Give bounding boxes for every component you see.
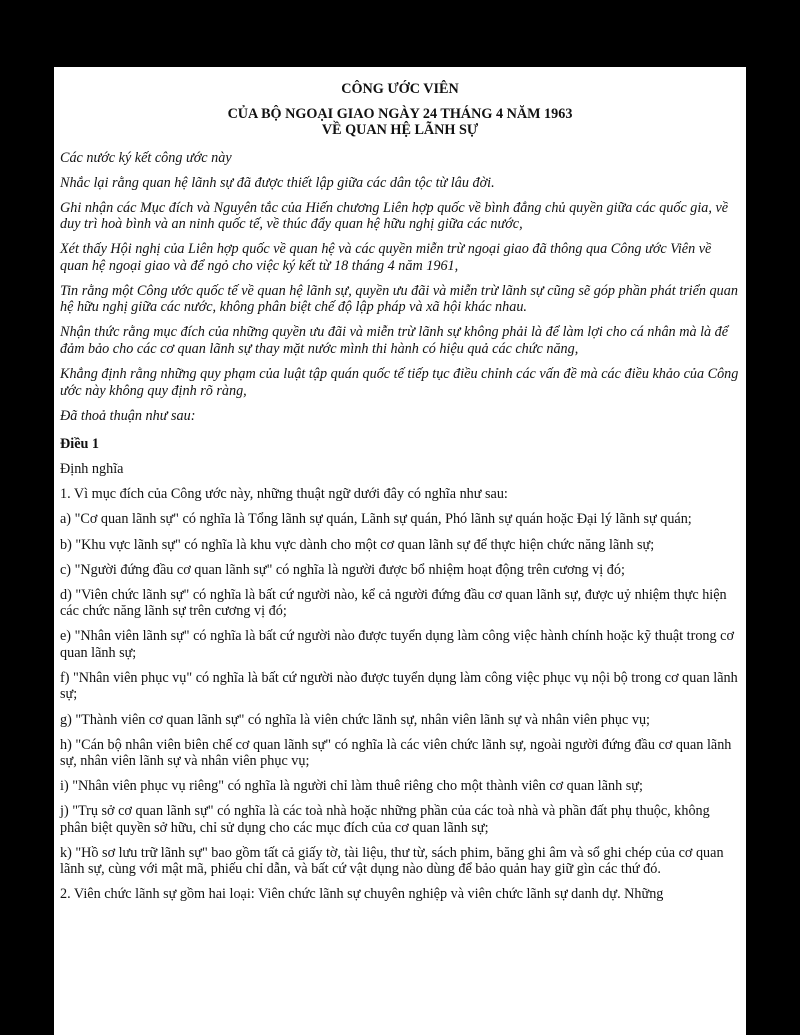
preamble-paragraph: Các nước ký kết công ước này (60, 149, 232, 166)
document-title-line-1: CÔNG ƯỚC VIÊN (341, 81, 459, 97)
clause-paragraph: c) "Người đứng đầu cơ quan lãnh sự" có nghĩa là người được bổ nhiệm hoạt động trên cương vị đó; (60, 561, 625, 578)
document-title-line-3: VỀ QUAN HỆ LÃNH SỰ (321, 122, 479, 138)
document-content (54, 67, 746, 903)
clause-paragraph: b) "Khu vực lãnh sự" có nghĩa là khu vực dành cho một cơ quan lãnh sự để thực hiện chức năng lãnh sự; (60, 536, 655, 553)
clause-paragraph: f) "Nhân viên phục vụ" có nghĩa là bất cứ người nào được tuyển dụng làm công việc phục vụ nội bộ trong cơ quan lãnh sự; (60, 669, 738, 703)
clause-paragraph: h) "Cán bộ nhân viên biên chế cơ quan lãnh sự" có nghĩa là các viên chức lãnh sự, ngoài người đứng đầu cơ quan lãnh sự, nhân viên lãnh sự và nhân viên phục vụ; (60, 736, 732, 770)
clause-paragraph: k) "Hồ sơ lưu trữ lãnh sự" bao gồm tất cả giấy tờ, tài liệu, thư từ, sách phim, băng ghi âm và sổ ghi chép của cơ quan lãnh sự, cùng với mật mã, phiếu chỉ dẫn, và bất cứ vật dụng nào dùng để bảo quản hay giữ gìn các thứ đó. (60, 844, 724, 878)
preamble-paragraph: Nhắc lại rằng quan hệ lãnh sự đã được thiết lập giữa các dân tộc từ lâu đời. (60, 174, 495, 191)
clause-paragraph: i) "Nhân viên phục vụ riêng" có nghĩa là người chỉ làm thuê riêng cho một thành viên cơ quan lãnh sự; (60, 778, 643, 795)
preamble-paragraph: Tin rằng một Công ước quốc tế về quan hệ lãnh sự, quyền ưu đãi và miễn trừ lãnh sự cũng sẽ góp phần phát triển quan hệ hữu nghị giữa các nước, không phân biệt chế độ lập pháp và xã hội khác nhau. (60, 282, 738, 316)
preamble-paragraph: Đã thoả thuận như sau: (60, 407, 196, 424)
preamble-paragraph: Xét thấy Hội nghị của Liên hợp quốc về quan hệ và các quyền miễn trừ ngoại giao đã thông qua Công ước Viên về quan hệ ngoại giao và để ngỏ cho việc ký kết từ 18 tháng 4 năm 1961, (60, 241, 712, 274)
clause-paragraph: j) "Trụ sở cơ quan lãnh sự" có nghĩa là các toà nhà hoặc những phần của các toà nhà và phần đất phụ thuộc, không phân biệt quyền sở hữu, chỉ sử dụng cho các mục đích của cơ quan lãnh sự; (60, 803, 710, 836)
article-title: Định nghĩa (60, 461, 124, 478)
clause-paragraph: e) "Nhân viên lãnh sự" có nghĩa là bất cứ người nào được tuyển dụng làm công việc hành chính hoặc kỹ thuật trong cơ quan lãnh sự; (60, 628, 734, 661)
article-heading: Điều 1 (60, 436, 100, 453)
clause-paragraph: a) "Cơ quan lãnh sự" có nghĩa là Tổng lãnh sự quán, Lãnh sự quán, Phó lãnh sự quán hoặc Đại lý lãnh sự quán; (60, 511, 692, 528)
clause-paragraph: g) "Thành viên cơ quan lãnh sự" có nghĩa là viên chức lãnh sự, nhân viên lãnh sự và nhân viên phục vụ; (60, 711, 651, 728)
preamble-paragraph: Ghi nhận các Mục đích và Nguyên tắc của Hiến chương Liên hợp quốc về bình đẳng chủ quyền giữa các quốc gia, về duy trì hoà bình và an ninh quốc tế, về thúc đẩy quan hệ hữu nghị giữa các nước, (60, 199, 729, 233)
clause-paragraph: 1. Vì mục đích của Công ước này, những thuật ngữ dưới đây có nghĩa như sau: (60, 486, 508, 503)
clause-paragraph: d) "Viên chức lãnh sự" có nghĩa là bất cứ người nào, kể cả người đứng đầu cơ quan lãnh sự, được uỷ nhiệm thực hiện các chức năng lãnh sự trên cương vị đó; (60, 586, 727, 620)
preamble-paragraph: Nhận thức rằng mục đích của những quyền ưu đãi và miễn trừ lãnh sự không phải là để làm lợi cho cá nhân mà là để đảm bảo cho các cơ quan lãnh sự thay mặt nước mình thi hành có hiệu quả các chức năng, (60, 324, 729, 357)
clause-paragraph: 2. Viên chức lãnh sự gồm hai loại: Viên chức lãnh sự chuyên nghiệp và viên chức lãnh sự danh dự. Những (60, 886, 664, 903)
document-title-line-2: CỦA BỘ NGOẠI GIAO NGÀY 24 THÁNG 4 NĂM 1963 (227, 105, 573, 122)
document-page (54, 67, 746, 1035)
preamble-paragraph: Khẳng định rằng những quy phạm của luật tập quán quốc tế tiếp tục điều chỉnh các vấn đề mà các điều khảo của Công ước này không quy định rõ ràng, (60, 366, 739, 399)
